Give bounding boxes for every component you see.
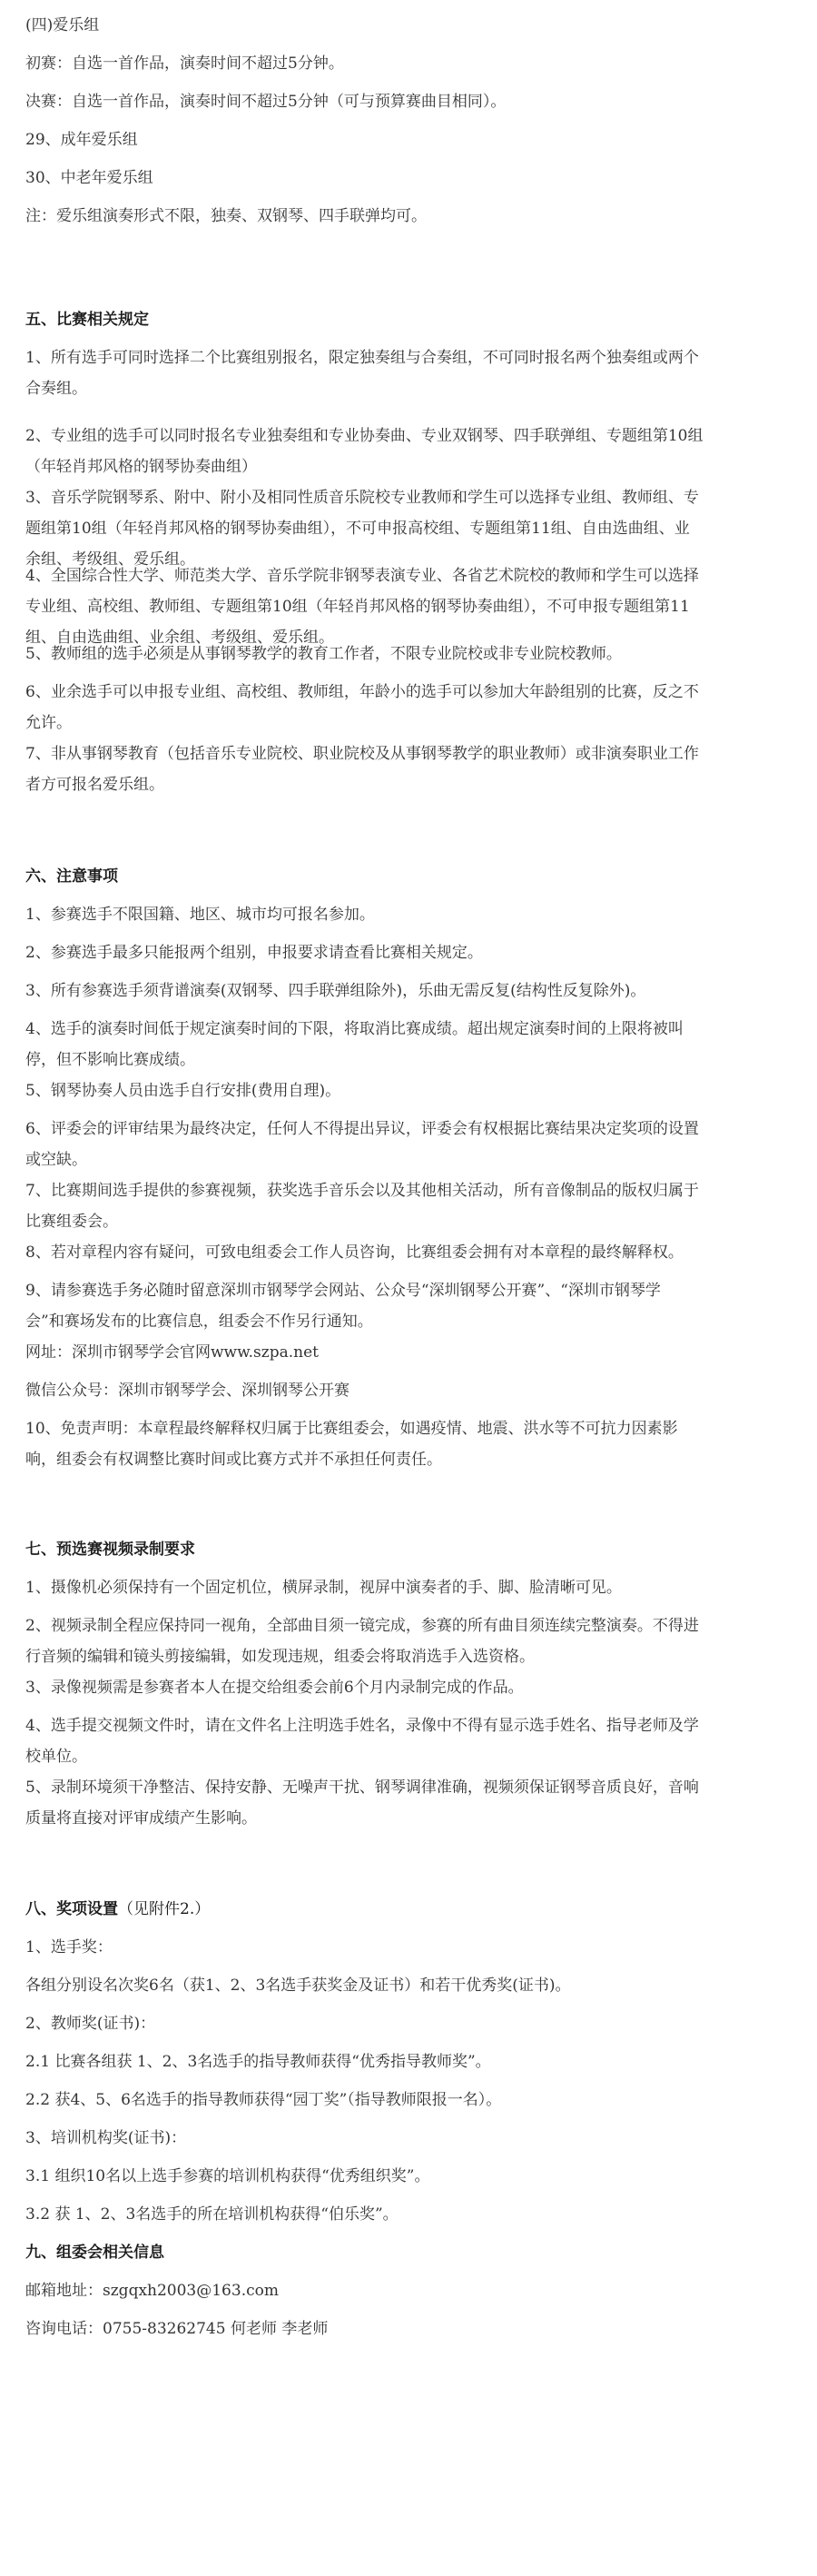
paragraph-line: 专业组、高校组、教师组、专题组第10组（年轻肖邦风格的钢琴协奏曲组），不可申报专题组第11 [25,598,690,616]
paragraph-line: 4、选手的演奏时间低于规定演奏时间的下限，将取消比赛成绩。超出规定演奏时间的上限将被叫 [25,1020,684,1038]
paragraph-line: 7、比赛期间选手提供的参赛视频，获奖选手音乐会以及其他相关活动，所有音像制品的版权归属于 [25,1182,699,1200]
section-heading-suffix: （见附件2.） [118,1900,211,1918]
paragraph-line: 初赛：自选一首作品，演奏时间不超过5分钟。 [25,54,344,73]
paragraph-line: 网址：深圳市钢琴学会官网www.szpa.net [25,1343,319,1362]
paragraph-line: 2、参赛选手最多只能报两个组别，申报要求请查看比赛相关规定。 [25,944,483,962]
paragraph-line: 者方可报名爱乐组。 [25,776,164,794]
paragraph-line: 3、所有参赛选手须背谱演奏(双钢琴、四手联弹组除外)，乐曲无需反复(结构性反复除外)。 [25,982,646,1000]
paragraph-line: （年轻肖邦风格的钢琴协奏曲组） [25,458,257,476]
paragraph-line: 6、评委会的评审结果为最终决定，任何人不得提出异议，评委会有权根据比赛结果决定奖项的设置 [25,1120,699,1138]
paragraph-line: 4、选手提交视频文件时，请在文件名上注明选手姓名，录像中不得有显示选手姓名、指导老师及学 [25,1717,699,1735]
paragraph-line: 2.1 比赛各组获 1、2、3名选手的指导教师获得“优秀指导教师奖”。 [25,2053,491,2071]
section-heading-s6 [25,867,118,886]
paragraph-line: 决赛：自选一首作品，演奏时间不超过5分钟（可与预算赛曲目相同）。 [25,93,507,111]
section-heading-s9 [25,2244,164,2262]
paragraph-line: 余组、考级组、爱乐组。 [25,550,195,569]
paragraph-line: 题组第10组（年轻肖邦风格的钢琴协奏曲组），不可申报高校组、专题组第11组、自由选曲组、业 [25,520,690,538]
paragraph-line: 质量将直接对评审成绩产生影响。 [25,1809,257,1828]
paragraph-line: 各组分别设名次奖6名（获1、2、3名选手获奖金及证书）和若干优秀奖(证书)。 [25,1977,571,1995]
section-heading-text: 五、比赛相关规定 [25,311,149,329]
paragraph-line: 2、视频录制全程应保持同一视角，全部曲目须一镜完成，参赛的所有曲目须连续完整演奏。不得进 [25,1617,699,1635]
paragraph-line: (四)爱乐组 [25,16,100,35]
paragraph-line: 3.2 获 1、2、3名选手的所在培训机构获得“伯乐奖”。 [25,2205,399,2224]
paragraph-line: 5、钢琴协奏人员由选手自行安排(费用自理)。 [25,1082,341,1100]
paragraph-line: 停，但不影响比赛成绩。 [25,1051,195,1069]
section-heading-s5 [25,311,149,329]
paragraph-line: 3、音乐学院钢琴系、附中、附小及相同性质音乐院校专业教师和学生可以选择专业组、教师组、专 [25,489,699,507]
paragraph-line: 邮箱地址：szgqxh2003@163.com [25,2282,279,2300]
paragraph-line: 微信公众号：深圳市钢琴学会、深圳钢琴公开赛 [25,1382,349,1400]
paragraph-line: 3.1 组织10名以上选手参赛的培训机构获得“优秀组织奖”。 [25,2167,430,2185]
paragraph-line: 行音频的编辑和镜头剪接编辑，如发现违规，组委会将取消选手入选资格。 [25,1648,535,1666]
paragraph-line: 29、成年爱乐组 [25,131,138,149]
paragraph-line: 响，组委会有权调整比赛时间或比赛方式并不承担任何责任。 [25,1451,442,1469]
paragraph-line: 7、非从事钢琴教育（包括音乐专业院校、职业院校及从事钢琴教学的职业教师）或非演奏职业工作 [25,745,699,763]
paragraph-line: 8、若对章程内容有疑问，可致电组委会工作人员咨询，比赛组委会拥有对本章程的最终解释权。 [25,1243,684,1262]
paragraph-line: 5、录制环境须干净整洁、保持安静、无噪声干扰、钢琴调律准确，视频须保证钢琴音质良好，音响 [25,1778,699,1797]
paragraph-line: 咨询电话：0755-83262745 何老师 李老师 [25,2320,329,2338]
section-heading-text: 八、奖项设置 [25,1900,118,1918]
paragraph-line: 注：爱乐组演奏形式不限，独奏、双钢琴、四手联弹均可。 [25,207,427,225]
paragraph-line: 组、自由选曲组、业余组、考级组、爱乐组。 [25,629,334,647]
paragraph-line: 允许。 [25,714,72,732]
paragraph-line: 5、教师组的选手必须是从事钢琴教学的教育工作者，不限专业院校或非专业院校教师。 [25,645,622,663]
paragraph-line: 2、专业组的选手可以同时报名专业独奏组和专业协奏曲、专业双钢琴、四手联弹组、专题组第10组 [25,427,704,445]
paragraph-line: 1、所有选手可同时选择二个比赛组别报名，限定独奏组与合奏组，不可同时报名两个独奏组或两个 [25,349,699,367]
paragraph-line: 1、摄像机必须保持有一个固定机位，横屏录制，视屏中演奏者的手、脚、脸清晰可见。 [25,1579,622,1597]
paragraph-line: 1、选手奖： [25,1938,113,1957]
paragraph-line: 2.2 获4、5、6名选手的指导教师获得“园丁奖”（指导教师限报一名）。 [25,2091,502,2109]
paragraph-line: 2、教师奖(证书)： [25,2015,156,2033]
paragraph-line: 4、全国综合性大学、师范类大学、音乐学院非钢琴表演专业、各省艺术院校的教师和学生可以选择 [25,567,699,585]
section-heading-text: 七、预选赛视频录制要求 [25,1541,195,1559]
paragraph-line: 6、业余选手可以申报专业组、高校组、教师组，年龄小的选手可以参加大年龄组别的比赛，反之不 [25,683,699,701]
section-heading-s8 [25,1900,210,1918]
paragraph-line: 3、录像视频需是参赛者本人在提交给组委会前6个月内录制完成的作品。 [25,1679,524,1697]
paragraph-line: 1、参赛选手不限国籍、地区、城市均可报名参加。 [25,906,375,924]
paragraph-line: 比赛组委会。 [25,1213,118,1231]
section-heading-text: 六、注意事项 [25,867,118,886]
section-heading-text: 九、组委会相关信息 [25,2244,164,2262]
paragraph-line: 会”和赛场发布的比赛信息，组委会不作另行通知。 [25,1313,373,1331]
paragraph-line: 3、培训机构奖(证书)： [25,2129,187,2147]
paragraph-line: 30、中老年爱乐组 [25,169,153,187]
paragraph-line: 合奏组。 [25,380,87,398]
paragraph-line: 10、免责声明：本章程最终解释权归属于比赛组委会，如遇疫情、地震、洪水等不可抗力因素影 [25,1420,678,1438]
paragraph-line: 或空缺。 [25,1151,87,1169]
section-heading-s7 [25,1541,195,1559]
paragraph-line: 校单位。 [25,1748,87,1766]
paragraph-line: 9、请参赛选手务必随时留意深圳市钢琴学会网站、公众号“深圳钢琴公开赛”、“深圳市钢琴学 [25,1282,661,1300]
